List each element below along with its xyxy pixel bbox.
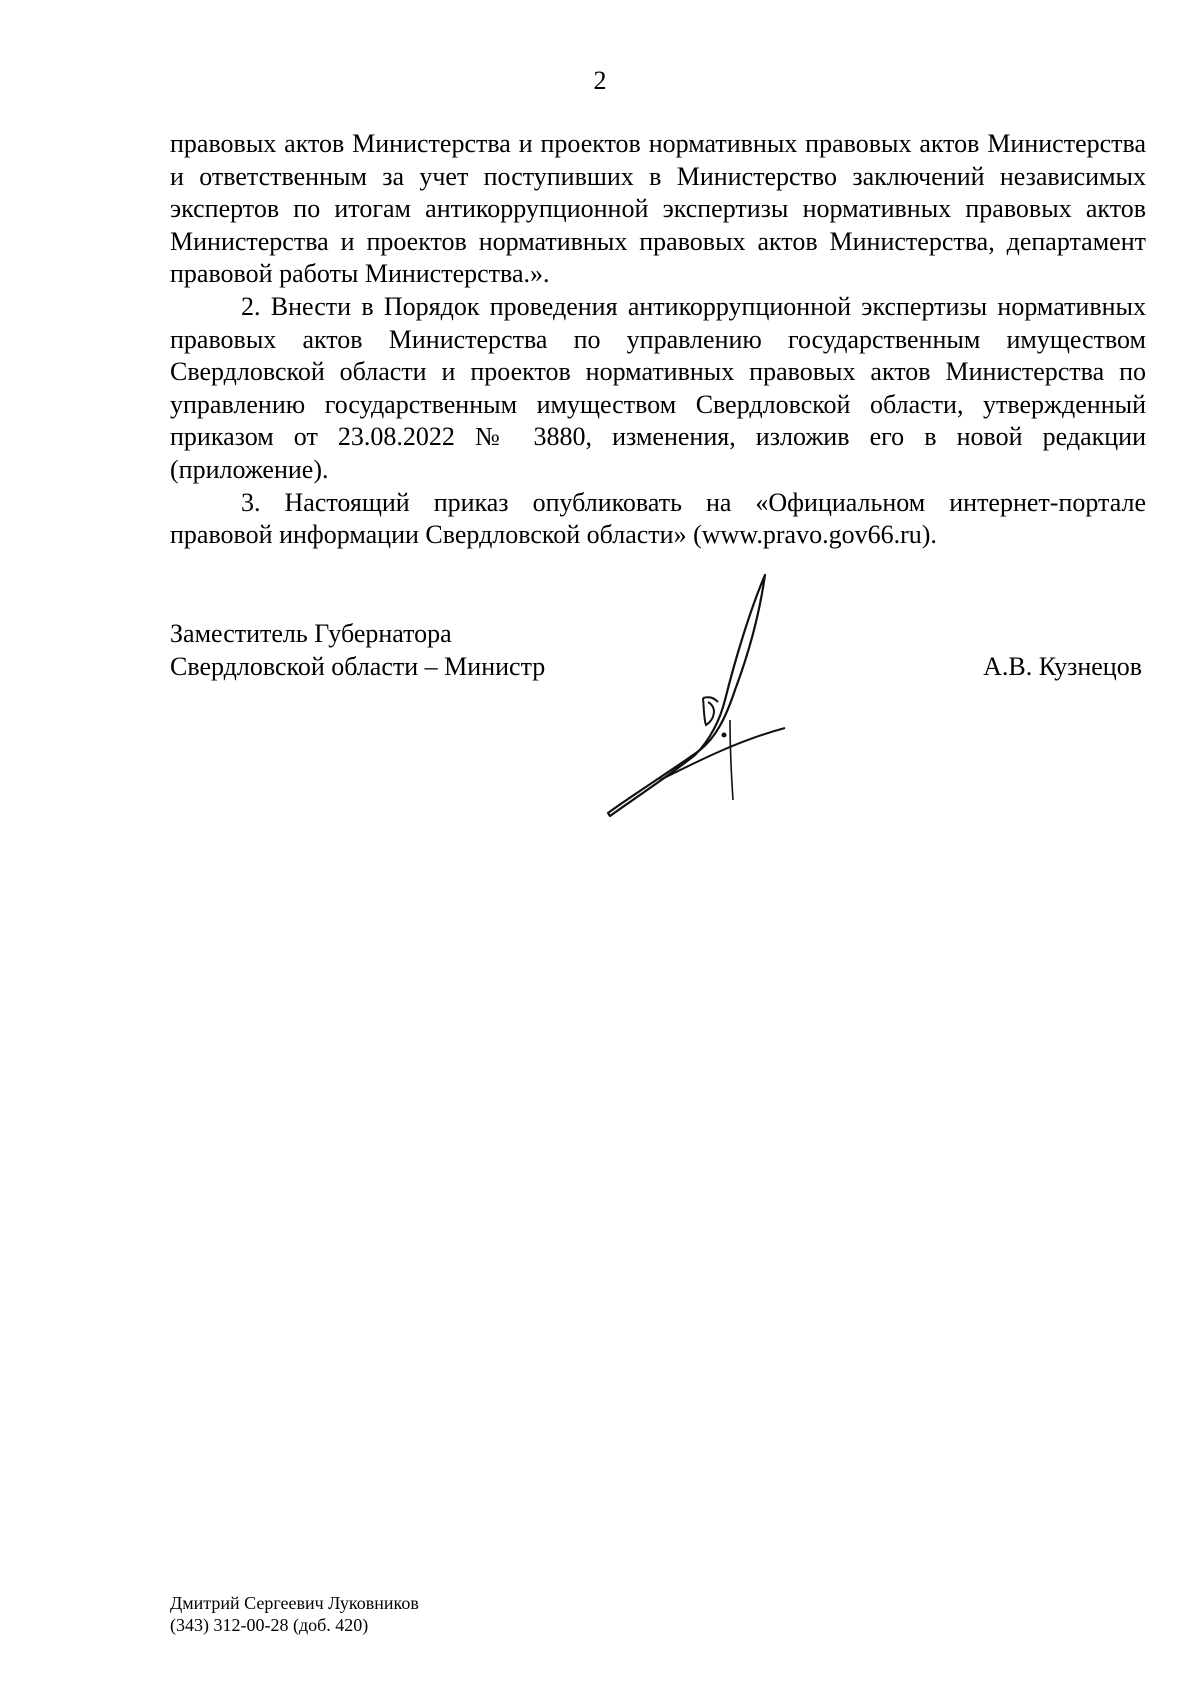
paragraph-3: 3. Настоящий приказ опубликовать на «Официальном интернет-портале правовой информации Свердловской области» (www.pravo.gov66.ru). (170, 487, 1146, 550)
signatory-name: А.В. Кузнецов (983, 652, 1142, 681)
page-number: 2 (593, 66, 607, 95)
document-body (170, 128, 1146, 552)
executor-info (170, 1592, 419, 1636)
handwritten-signature (600, 570, 820, 830)
executor-phone: (343) 312-00-28 (доб. 420) (170, 1615, 369, 1635)
paragraph-2: 2. Внести в Порядок проведения антикоррупционной экспертизы нормативных правовых актов Министерства по управлению государственным имуществом Свердловской области и проектов нормативных правовых актов Министерства по управлению государственным имуществом Свердловской области, утвержденный приказом от 23.08.2022 № 3880, изменения, изложив его в новой редакции (приложение). (170, 291, 1146, 484)
paragraph-1: правовых актов Министерства и проектов нормативных правовых актов Министерства и ответственным за учет поступивших в Министерство заключений независимых экспертов по итогам антикоррупционной экспертизы нормативных правовых актов Министерства и проектов нормативных правовых актов Министерства, департамент правовой работы Министерства.». (170, 129, 1146, 289)
signatory-title-line-1: Заместитель Губернатора (170, 619, 452, 648)
signatory-title-line-2: Свердловской области – Министр (170, 652, 546, 681)
signatory-title (170, 617, 545, 683)
executor-name: Дмитрий Сергеевич Луковников (170, 1593, 419, 1613)
